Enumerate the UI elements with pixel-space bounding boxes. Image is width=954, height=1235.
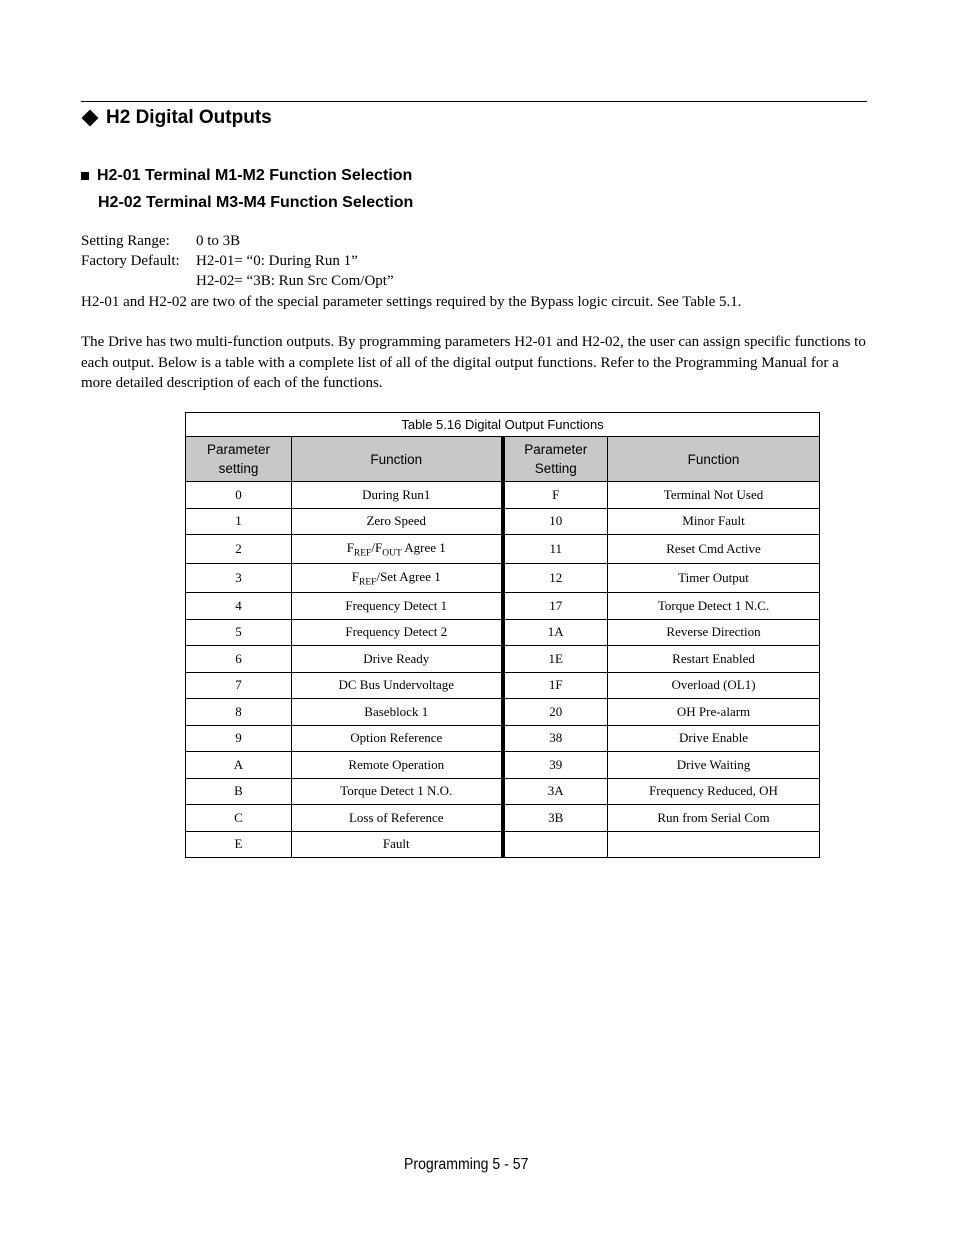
- param-setting-cell: 7: [186, 672, 292, 699]
- param-setting-cell: 8: [186, 699, 292, 726]
- header-function-1: Function: [292, 437, 503, 482]
- function-cell: During Run1: [292, 482, 503, 509]
- param-heading-2-text: H2-02 Terminal M3-M4 Function Selection: [98, 194, 414, 211]
- square-bullet-icon: [81, 172, 89, 180]
- param-heading-1: [81, 166, 412, 186]
- function-cell: Remote Operation: [292, 752, 503, 779]
- param-setting-cell: 12: [503, 564, 608, 593]
- factory-default-value-1: H2-01= “0: During Run 1”: [196, 253, 358, 269]
- function-cell: Torque Detect 1 N.O.: [292, 778, 503, 805]
- param-setting-cell: 3B: [503, 805, 608, 832]
- param-setting-cell: A: [186, 752, 292, 779]
- function-cell: Drive Ready: [292, 646, 503, 673]
- table-row: [186, 593, 820, 620]
- function-cell: $F_{REF}/F_{OUT}$ Agree 1: [292, 535, 503, 564]
- function-cell: Drive Enable: [608, 725, 820, 752]
- param-setting-cell: 1: [186, 508, 292, 535]
- paragraph-outputs: The Drive has two multi-function outputs. By programming parameters H2-01 and H2-02, the user can assign specific functions to each output. Below is a table with a complete list of all of the digital output functions. Refer to the Programming Manual for a more detailed description of each of the functions.: [81, 334, 866, 391]
- param-setting-cell: 11: [503, 535, 608, 564]
- table-row: [186, 778, 820, 805]
- function-cell: Frequency Detect 2: [292, 619, 503, 646]
- table-row: [186, 508, 820, 535]
- table-header-row: [186, 437, 820, 482]
- param-setting-cell: 39: [503, 752, 608, 779]
- param-setting-cell: B: [186, 778, 292, 805]
- param-setting-cell: 1E: [503, 646, 608, 673]
- function-cell: DC Bus Undervoltage: [292, 672, 503, 699]
- header-param-setting-2: Parameter Setting: [503, 437, 608, 482]
- function-cell: Terminal Not Used: [608, 482, 820, 509]
- function-cell: [608, 831, 820, 858]
- table-row: [186, 535, 820, 564]
- function-cell: Minor Fault: [608, 508, 820, 535]
- table-row: [186, 725, 820, 752]
- function-cell: Option Reference: [292, 725, 503, 752]
- function-cell: Frequency Detect 1: [292, 593, 503, 620]
- param-setting-cell: F: [503, 482, 608, 509]
- digital-output-table: [185, 412, 820, 858]
- function-cell: $F_{REF}$/Set Agree 1: [292, 564, 503, 593]
- param-setting-cell: 2: [186, 535, 292, 564]
- function-cell: Baseblock 1: [292, 699, 503, 726]
- function-cell: Reset Cmd Active: [608, 535, 820, 564]
- param-setting-cell: 17: [503, 593, 608, 620]
- param-setting-cell: 1A: [503, 619, 608, 646]
- table-row: [186, 619, 820, 646]
- table-row: [186, 564, 820, 593]
- function-cell: Fault: [292, 831, 503, 858]
- factory-default-label: Factory Default:: [81, 253, 180, 269]
- param-setting-cell: 9: [186, 725, 292, 752]
- function-cell: Run from Serial Com: [608, 805, 820, 832]
- setting-range-value: 0 to 3B: [196, 233, 241, 249]
- function-cell: Zero Speed: [292, 508, 503, 535]
- function-cell: Restart Enabled: [608, 646, 820, 673]
- table-row: [186, 646, 820, 673]
- param-setting-cell: E: [186, 831, 292, 858]
- param-setting-cell: 1F: [503, 672, 608, 699]
- table-row: [186, 699, 820, 726]
- function-cell: Overload (OL1): [608, 672, 820, 699]
- param-setting-cell: 4: [186, 593, 292, 620]
- function-cell: Timer Output: [608, 564, 820, 593]
- param-setting-cell: 6: [186, 646, 292, 673]
- param-setting-cell: 20: [503, 699, 608, 726]
- table-row: [186, 752, 820, 779]
- function-cell: Reverse Direction: [608, 619, 820, 646]
- param-setting-cell: 3A: [503, 778, 608, 805]
- param-setting-cell: [503, 831, 608, 858]
- param-setting-cell: 3: [186, 564, 292, 593]
- setting-range-label: Setting Range:: [81, 233, 170, 249]
- section-title: H2 Digital Outputs: [106, 107, 272, 128]
- function-cell: Frequency Reduced, OH: [608, 778, 820, 805]
- table-caption: Table 5.16 Digital Output Functions: [186, 413, 820, 437]
- header-function-2: Function: [608, 437, 820, 482]
- table-row: [186, 672, 820, 699]
- param-heading-2: [98, 193, 413, 213]
- header-param-setting-1: Parameter setting: [186, 437, 292, 482]
- param-setting-cell: C: [186, 805, 292, 832]
- top-rule: [81, 101, 867, 102]
- function-cell: OH Pre-alarm: [608, 699, 820, 726]
- function-cell: Drive Waiting: [608, 752, 820, 779]
- table-row: [186, 805, 820, 832]
- table-row: [186, 482, 820, 509]
- function-cell: Torque Detect 1 N.C.: [608, 593, 820, 620]
- factory-default-value-2: H2-02= “3B: Run Src Com/Opt”: [196, 273, 394, 289]
- settings-block: [81, 231, 394, 291]
- diamond-bullet-icon: [82, 110, 99, 127]
- param-setting-cell: 5: [186, 619, 292, 646]
- page-footer: Programming 5 - 57: [404, 1156, 529, 1173]
- table-row: [186, 831, 820, 858]
- param-setting-cell: 38: [503, 725, 608, 752]
- param-setting-cell: 0: [186, 482, 292, 509]
- param-heading-1-text: H2-01 Terminal M1-M2 Function Selection: [97, 167, 413, 184]
- param-setting-cell: 10: [503, 508, 608, 535]
- section-heading: [81, 106, 272, 130]
- function-cell: Loss of Reference: [292, 805, 503, 832]
- paragraph-bypass: H2-01 and H2-02 are two of the special parameter settings required by the Bypass logic circuit. See Table 5.1.: [81, 294, 742, 310]
